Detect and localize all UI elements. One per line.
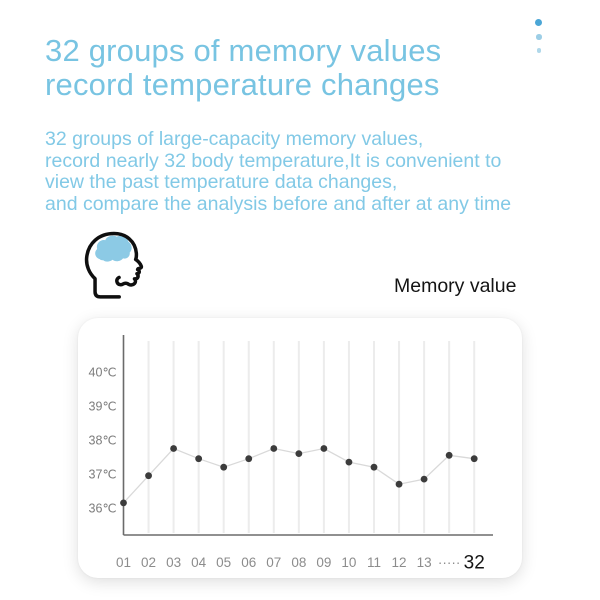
page-title <box>45 34 565 102</box>
x-tick-label: 11 <box>366 555 382 570</box>
data-point <box>220 464 227 471</box>
x-tick-label: 02 <box>141 555 157 570</box>
head-brain-svg <box>80 228 150 300</box>
subtitle-line: view the past temperature data changes, <box>45 171 398 193</box>
data-point <box>446 452 453 459</box>
page-subtitle <box>45 129 585 215</box>
y-tick-label: 38℃ <box>88 433 117 448</box>
x-tick-label: ····· <box>437 555 461 570</box>
x-tick-label: 10 <box>341 555 357 570</box>
y-tick-label: 40℃ <box>88 365 117 380</box>
data-point <box>195 455 202 462</box>
data-point <box>170 445 177 452</box>
data-point <box>371 464 378 471</box>
data-point <box>346 459 353 466</box>
y-tick-label: 39℃ <box>88 399 117 414</box>
subtitle-line: record nearly 32 body temperature,It is convenient to <box>45 149 502 172</box>
subtitle-line: 32 groups of large-capacity memory values, <box>45 128 424 150</box>
y-tick-label: 37℃ <box>88 467 117 482</box>
x-tick-label: 32 <box>463 552 485 574</box>
x-tick-label: 08 <box>291 555 307 570</box>
head-brain-icon <box>80 228 150 300</box>
memory-chart-card <box>78 318 522 578</box>
subtitle-line: and compare the analysis before and after at any time <box>45 192 512 215</box>
y-tick-label: 36℃ <box>88 501 117 516</box>
data-point <box>321 445 328 452</box>
x-tick-label: 09 <box>316 555 332 570</box>
x-tick-label: 05 <box>216 555 232 570</box>
page-title-line2: record temperature changes <box>45 67 440 102</box>
x-tick-label: 13 <box>416 555 432 570</box>
data-point <box>145 472 152 479</box>
page-title-line1: 32 groups of memory values <box>45 33 442 68</box>
memory-line-chart <box>78 318 522 578</box>
data-point <box>120 500 127 507</box>
x-tick-label: 01 <box>115 555 132 570</box>
data-point <box>270 445 277 452</box>
x-tick-label: 03 <box>166 555 182 570</box>
decor-dot <box>535 19 542 26</box>
data-point <box>471 455 478 462</box>
chart-title: Memory value <box>394 275 517 297</box>
x-tick-label: 04 <box>191 555 207 570</box>
data-point <box>421 476 428 483</box>
x-tick-label: 06 <box>241 555 257 570</box>
x-tick-label: 12 <box>391 555 407 570</box>
x-tick-label: 07 <box>266 555 282 570</box>
brain-shape <box>95 236 131 262</box>
data-point <box>295 450 302 457</box>
data-point <box>396 481 403 488</box>
data-point <box>245 455 252 462</box>
